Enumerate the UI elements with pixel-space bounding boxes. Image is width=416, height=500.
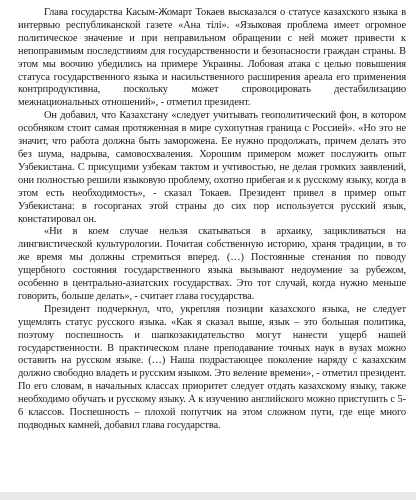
paragraph-4: Президент подчеркнул, что, укрепляя позиции казахского языка, не следует ущемлять статус русского языка. «Как я сказал выше, язык – это большая политика, поэтому поспешность и шапкозакидательство могут нанести ущерб нашей государственности. В практическом плане преподавание точных наук в вузах можно оставить на русском языке. (…) Наша подрастающее поколение наряду с казахским должно свободно владеть и русским языком. Это веление времени», - отметил президент. По его словам, в начальных классах приоритет следует отдать казахскому языку, также необходимо обучать и русскому языку. А к изучению английского можно приступить с 5-6 классов. Поспешность – плохой попутчик на этом сложном пути, где еще много подводных камней, добавил глава государства. — [18, 303, 406, 431]
page-bottom-edge — [0, 492, 416, 500]
paragraph-3: «Ни в коем случае нельзя скатываться в архаику, зацикливаться на лингвистической культурологии. Почитая собственную историю, храня традиции, в то же время мы должны стремиться вперед. (…) Постоянные стенания по поводу ущербного состояния государственного языка вызывают недоумение за рубежом, особенно в центрально-азиатских государствах. Это тот случай, когда нужно меньше говорить, больше делать», - считает глава государства. — [18, 226, 406, 302]
paragraph-1: Глава государства Касым-Жомарт Токаев высказался о статусе казахского языка в интервью республиканской газете «Ана тілі». «Языковая проблема имеет огромное политическое значение и при неправильном обращении с ней может привести к непоправимым последствиям для государственности и безопасности граждан страны. В этом мы воочию убедились на примере Украины. Лобовая атака с целью повышения статуса государственного языка и насильственного расширения ареала его применения контрпродуктивна, поскольку может спровоцировать дестабилизацию межнациональных отношений», - отметил президент. — [18, 7, 406, 109]
paragraph-2: Он добавил, что Казахстану «следует учитывать геополитический фон, в котором особняком стоит самая протяженная в мире сухопутная граница с Россией». «Но это не значит, что работа должна быть заморожена. Ее нужно продолжать, причем делать это без шума, надрыва, самовосхваления. Хорошим примером может послужить опыт Узбекистана. С присущими узбекам тактом и учтивостью, не делая громких заявлений, они полностью решили языковую проблему, охотно прибегая и к русскому языку, когда в этом есть необходимость», - сказал Токаев. Президент привел в пример опыт Узбекистана: в госорганах этой страны до сих пор используется русский язык, констатировал он. — [18, 110, 406, 225]
